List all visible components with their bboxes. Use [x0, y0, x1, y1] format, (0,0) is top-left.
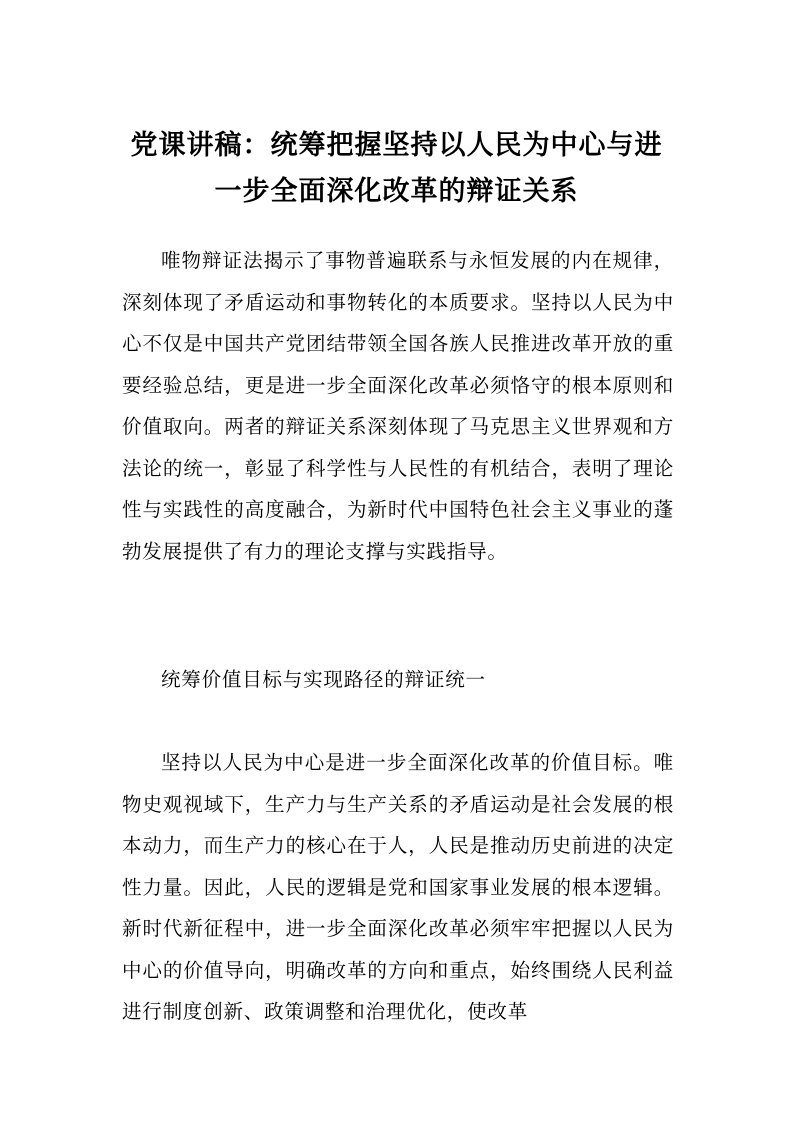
- body-paragraph: 坚持以人民为中心是进一步全面深化改革的价值目标。唯物史观视域下，生产力与生产关系的矛盾运动是社会发展的根本动力，而生产力的核心在于人，人民是推动历史前进的决定性力量。因此，人民的逻辑是党和国家事业发展的根本逻辑。新时代新征程中，进一步全面深化改革必须牢牢把握以人民为中心的价值导向，明确改革的方向和重点，始终围绕人民利益进行制度创新、政策调整和治理优化，使改革: [122, 751, 674, 1023]
- intro-paragraph: 唯物辩证法揭示了事物普遍联系与永恒发展的内在规律，深刻体现了矛盾运动和事物转化的本质要求。坚持以人民为中心不仅是中国共产党团结带领全国各族人民推进改革开放的重要经验总结，更是进一步全面深化改革必须恪守的根本原则和价值取向。两者的辩证关系深刻体现了马克思主义世界观和方法论的统一，彰显了科学性与人民性的有机结合，表明了理论性与实践性的高度融合，为新时代中国特色社会主义事业的蓬勃发展提供了有力的理论支撑与实践指导。: [122, 249, 674, 563]
- title-line-1: 党课讲稿：统筹把握坚持以人民为中心与进: [130, 130, 663, 161]
- title-line-2: 一步全面深化改革的辩证关系: [214, 176, 579, 207]
- document-title: [100, 123, 693, 215]
- section-heading: 统筹价值目标与实现路径的辩证统一: [161, 668, 486, 691]
